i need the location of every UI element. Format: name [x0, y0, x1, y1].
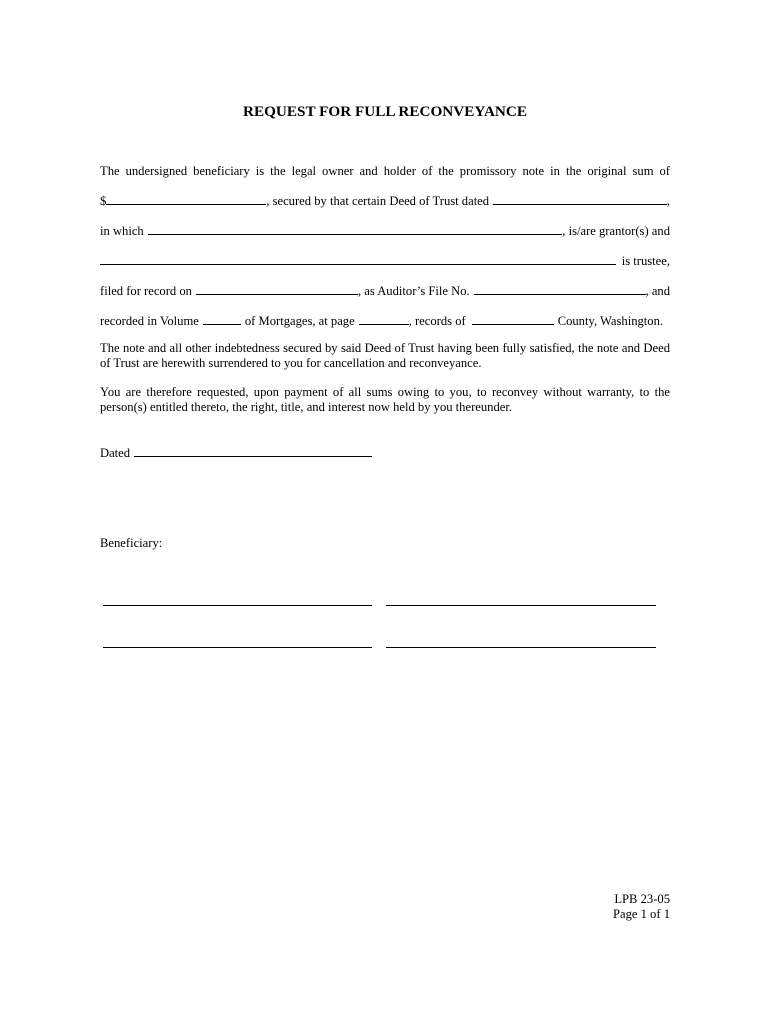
signature-line-3[interactable] — [103, 647, 372, 648]
original-sum-field[interactable] — [106, 192, 266, 205]
beneficiary-label: Beneficiary: — [100, 536, 163, 550]
request-paragraph: You are therefore requested, upon payment of all sums owing to you, to reconvey without warranty, to the person(s) entitled thereto, the right, title, and interest now held by you thereunder. — [100, 385, 670, 414]
records-of-label: , records of — [408, 314, 466, 328]
signature-line-4[interactable] — [386, 647, 656, 648]
grantor-label: , is/are grantor(s) and — [562, 224, 670, 238]
deed-date-field[interactable] — [493, 192, 667, 205]
signature-line-1[interactable] — [103, 605, 372, 606]
recorded-line — [100, 312, 670, 329]
filed-date-field[interactable] — [196, 282, 358, 295]
mortgages-page-label: of Mortgages, at page — [244, 314, 355, 328]
document-title: REQUEST FOR FULL RECONVEYANCE — [243, 103, 527, 120]
trustee-field[interactable] — [100, 252, 616, 265]
page-number: Page 1 of 1 — [612, 907, 670, 921]
dated-label: Dated — [100, 446, 131, 460]
dollar-sign: $ — [100, 194, 107, 208]
filed-label: filed for record on — [100, 284, 192, 298]
grantor-field[interactable] — [148, 222, 563, 235]
deed-dated-label: , secured by that certain Deed of Trust dated — [266, 194, 490, 208]
satisfaction-paragraph: The note and all other indebtedness secured by said Deed of Trust having been fully satisfied, the note and Deed of Trust are herewith surrendered to you for cancellation and reconveyance. — [100, 341, 670, 370]
trustee-line — [100, 252, 670, 269]
page-field[interactable] — [359, 312, 409, 325]
intro-text: The undersigned beneficiary is the legal owner and holder of the promissory note in the original sum of — [100, 164, 670, 178]
sum-line-comma: , — [666, 194, 670, 208]
trustee-label: is trustee, — [621, 254, 670, 268]
form-code: LPB 23-05 — [614, 892, 670, 906]
auditor-file-label: , as Auditor’s File No. — [357, 284, 470, 298]
auditor-file-field[interactable] — [474, 282, 646, 295]
filed-line — [100, 282, 670, 299]
dated-field[interactable] — [134, 444, 372, 457]
intro-line — [100, 163, 670, 179]
county-label: County, Washington. — [557, 314, 664, 328]
signature-line-2[interactable] — [386, 605, 656, 606]
filed-line-and: , and — [645, 284, 670, 298]
volume-field[interactable] — [203, 312, 241, 325]
county-field[interactable] — [472, 312, 554, 325]
grantor-line — [100, 222, 670, 239]
sum-line — [100, 192, 670, 209]
dated-line — [100, 444, 372, 461]
in-which-label: in which — [100, 224, 144, 238]
recorded-volume-label: recorded in Volume — [100, 314, 199, 328]
